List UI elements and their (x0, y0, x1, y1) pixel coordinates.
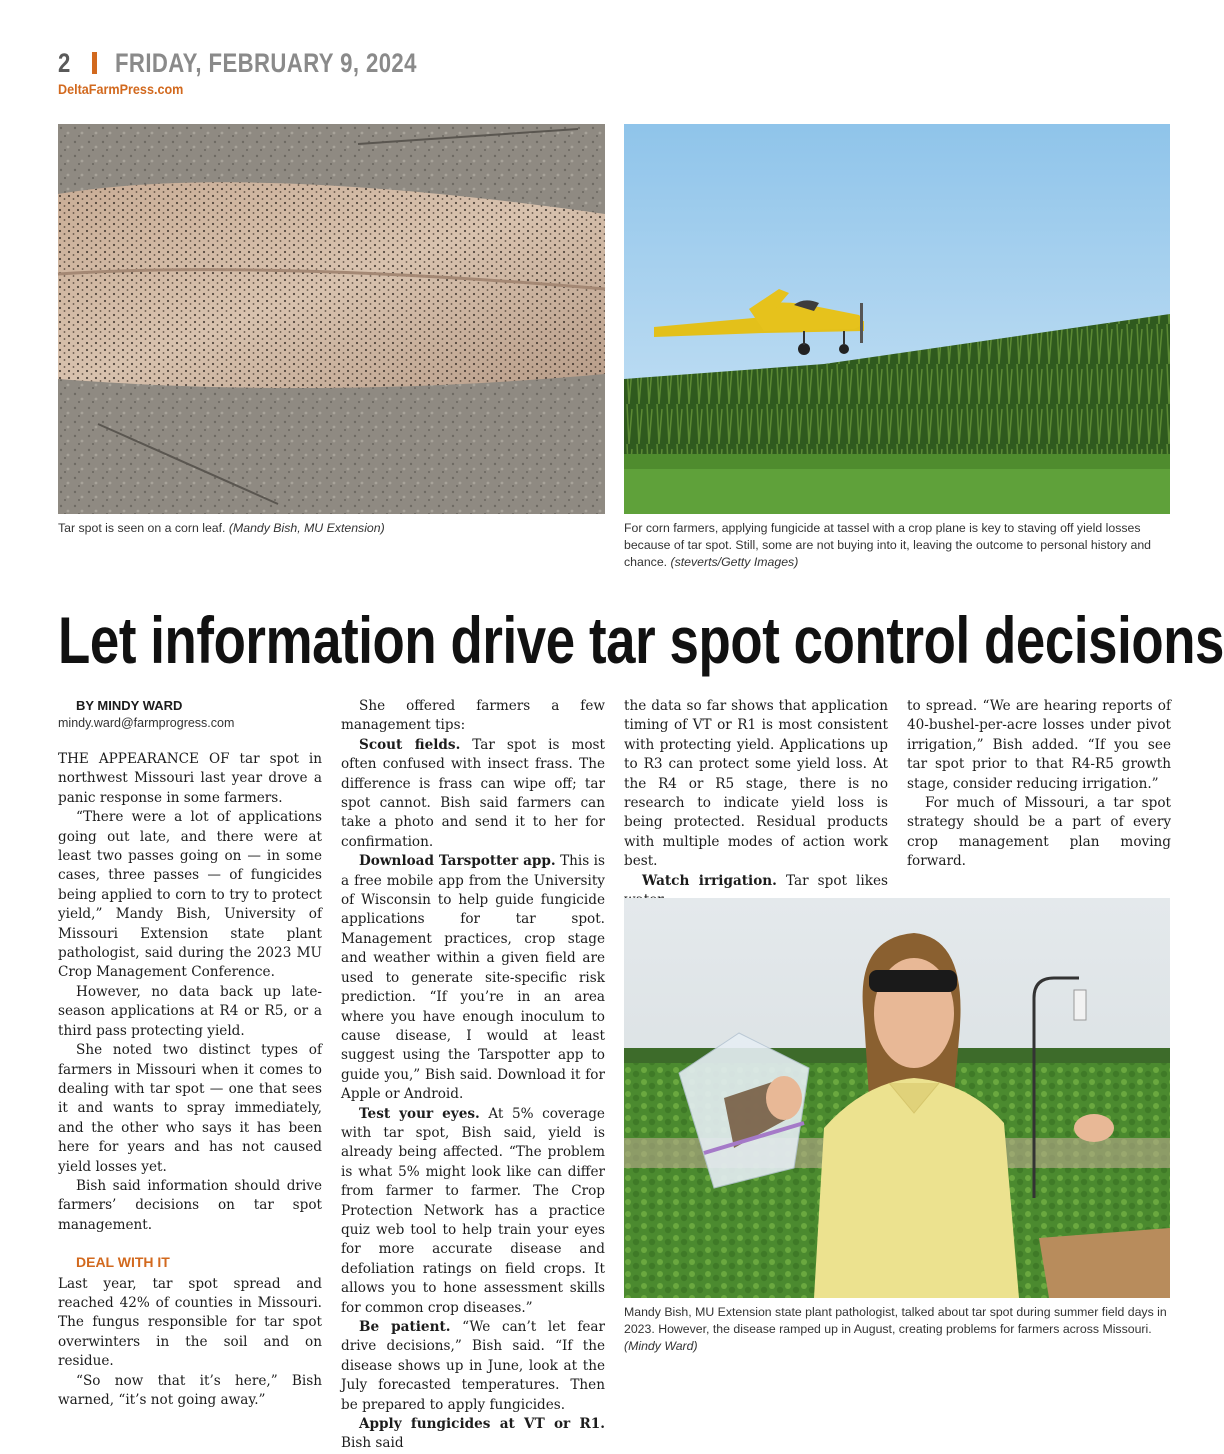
byline: BY MINDY WARD (76, 698, 183, 713)
corn-leaf-caption: Tar spot is seen on a corn leaf. (Mandy Bish, MU Extension) (58, 521, 385, 535)
author-email[interactable]: mindy.ward@farmprogress.com (58, 716, 235, 730)
tip-paragraph: Apply fungicides at VT or R1. Bish said (341, 1416, 605, 1452)
page-number: 2 (58, 47, 71, 78)
crop-plane-photo (624, 124, 1170, 514)
tip-paragraph: Test your eyes. At 5% coverage with tar spot, Bish said, yield is already being affected. “The problem is what 5% might look like can differ from farmer to farmer. The Crop Protection Network has a practice quiz web tool to help train your eyes for more accurate disease and defoliation ratings on field crops. It allows you to hone assessment skills for common crop diseases.” (341, 1105, 605, 1316)
tip-label: Test your eyes. (359, 1105, 480, 1122)
tip-label: Watch irrigation. (642, 872, 777, 889)
speaker-photo (624, 898, 1170, 1298)
photo-credit: (Mindy Ward) (624, 1339, 698, 1353)
subhead: DEAL WITH IT (76, 1254, 170, 1271)
paragraph: However, no data back up late-season applications at R4 or R5, or a third pass protecting yield. (58, 983, 322, 1039)
corn-leaf-photo (58, 124, 605, 514)
paragraph: “There were a lot of applications going out late, and there were at least two passes going on — in some cases, three passes — of fungicides being applied to corn to try to protect yield,” Mandy Bish, University of Missouri Extension state plant pathologist, said during the 2023 MU Crop Management Conference. (58, 809, 322, 981)
paragraph: to spread. “We are hearing reports of 40-bushel-per-acre losses under pivot irrigation,” Bish added. “If you see tar spot prior to that R4-R5 growth stage, consider reducing irrigation.” (907, 698, 1171, 792)
paragraph: Bish said information should drive farmers’ decisions on tar spot management. (58, 1177, 322, 1233)
paragraph: For much of Missouri, a tar spot strategy should be a part of every crop management plan moving forward. (907, 795, 1171, 870)
article-column-1 (58, 697, 322, 1410)
issue-date: FRIDAY, FEBRUARY 9, 2024 (115, 47, 417, 78)
tip-label: Be patient. (359, 1319, 451, 1335)
tip-label: Download Tarspotter app. (359, 853, 556, 870)
photo-credit: (steverts/Getty Images) (670, 555, 799, 569)
tip-label: Apply fungicides at VT or R1. (359, 1416, 605, 1433)
tip-label: Scout fields. (359, 736, 461, 753)
article-headline: Let information drive tar spot control decisions (58, 603, 1224, 677)
masthead-divider (92, 52, 97, 74)
tip-paragraph: Watch irrigation. Tar spot likes (642, 872, 888, 889)
paragraph: She noted two distinct types of farmers in Missouri when it comes to dealing with tar spot — one that sees it and wants to spray immediately, and the other who says it has been here for years and has not caused yield losses yet. (58, 1042, 322, 1175)
paragraph: the data so far shows that application timing of VT or R1 is most consistent with protecting yield. Applications up to R3 can protect some yield loss. At the R4 or R5 stage, there is no research to indicate yield loss is being protected. Residual products with multiple modes of action work best. (624, 698, 888, 870)
article-column-4 (907, 697, 1171, 872)
paragraph: Last year, tar spot spread and reached 42% of counties in Missouri. The fungus responsible for tar spot overwinters in the soil and on residue. (58, 1275, 322, 1370)
tip-paragraph: Download Tarspotter app. This is a free mobile app from the University of Wisconsin to help guide fungicide applications for tar spot. Management practices, crop stage and weather within a given field are used to generate site-specific risk prediction. “If you’re in an area where you have enough inoculum to cause disease, I would at least suggest using the Tarspotter app to guide you,” Bish said. Download it for Apple or Android. (341, 853, 605, 1103)
site-url[interactable]: DeltaFarmPress.com (58, 81, 184, 97)
speaker-caption: Mandy Bish, MU Extension state plant pathologist, talked about tar spot during summer field days in 2023. However, the disease ramped up in August, creating problems for farmers across Missouri. (Mindy Ward) (624, 1305, 1167, 1353)
paragraph: THE APPEARANCE OF tar spot in northwest Missouri last year drove a panic response in some farmers. (58, 751, 322, 806)
tip-paragraph: Be patient. “We can’t let fear drive decisions,” Bish said. “If the disease shows up in June, look at the July forecasted temperatures. Then be prepared to apply fungicides. (341, 1319, 606, 1413)
article-column-2 (341, 697, 605, 1454)
photo-credit: (Mandy Bish, MU Extension) (228, 521, 385, 535)
paragraph: She offered farmers a few management tips: (341, 698, 605, 734)
tip-paragraph: Scout fields. Tar spot is most often confused with insect frass. The difference is frass can wipe off; tar spot cannot. Bish said farmers can take a photo and send it to her for confirmation. (341, 736, 605, 850)
masthead (58, 46, 483, 80)
article-column-3 (624, 697, 888, 910)
paragraph: “So now that it’s here,” Bish warned, “it’s not going away.” (58, 1372, 322, 1408)
crop-plane-caption: For corn farmers, applying fungicide at tassel with a crop plane is key to staving off yield losses because of tar spot. Still, some are not buying into it, leaving the outcome to personal history and chance. (steverts/Getty Images) (624, 521, 1152, 569)
